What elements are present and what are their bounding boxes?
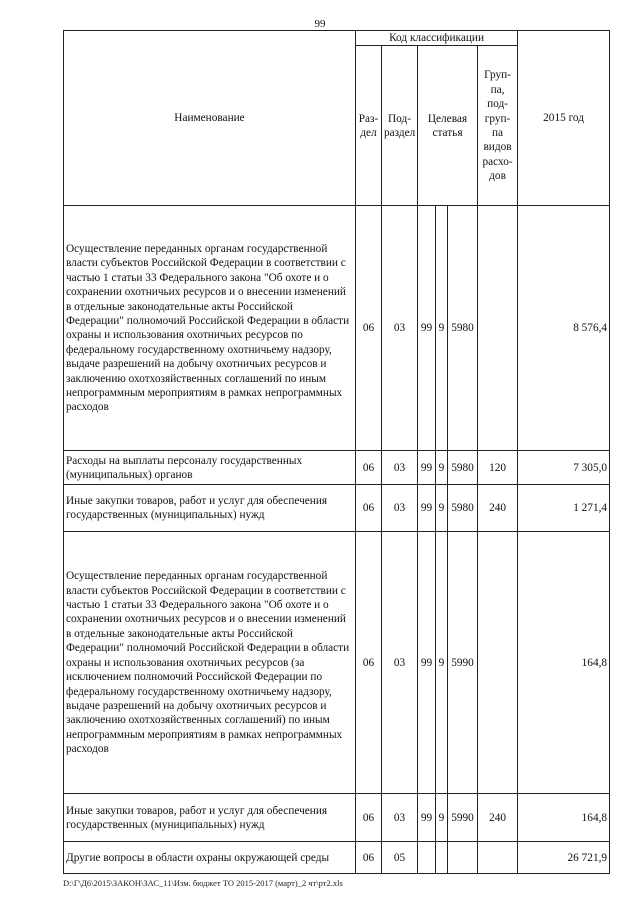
row-target-part1: 99 (418, 485, 436, 532)
row-target-part2: 9 (436, 794, 448, 842)
row-target-part1 (418, 842, 436, 874)
row-target-part1: 99 (418, 206, 436, 451)
row-podrazdel: 03 (382, 485, 418, 532)
table-row (64, 532, 610, 794)
budget-table (63, 30, 610, 874)
row-target-part1: 99 (418, 451, 436, 485)
header-group: Груп- па, под- груп- па видов расхо- дов (478, 46, 518, 206)
row-razdel: 06 (356, 842, 382, 874)
row-target-part3 (448, 842, 478, 874)
row-razdel: 06 (356, 206, 382, 451)
row-amount: 164,8 (518, 532, 610, 794)
row-target-part3: 5980 (448, 485, 478, 532)
row-target-part2: 9 (436, 206, 448, 451)
row-podrazdel: 03 (382, 451, 418, 485)
header-podrazdel: Под- раздел (382, 46, 418, 206)
row-name: Осуществление переданных органам государственной власти субъектов Российской Федерации в соответствии с частью 1 статьи 33 Федерального закона "Об охоте и о сохранении охотничьих ресурсов и о внесении изменений в отдельные законодательные акты Российской Федерации" полномочий Российской Федерации в области охраны и использования охотничьих ресурсов (за исключением полномочий Российской Федерации по федеральному государственному охотничьему надзору, выдаче разрешений на добычу охотничьих ресурсов и заключению охотхозяйственных соглашений) по иным непрограммным мероприятиям в рамках непрограммных расходов (64, 532, 356, 794)
header-year: 2015 год (518, 31, 610, 206)
row-target-part1: 99 (418, 532, 436, 794)
row-target-part2: 9 (436, 451, 448, 485)
row-target-part3: 5990 (448, 794, 478, 842)
row-podrazdel: 05 (382, 842, 418, 874)
file-path-footer: D:\Г\Д6\2015\ЗАКОН\ЗАС_11\Изм. бюджет ТО 2015-2017 (март)_2 чт\рт2.xls (63, 878, 343, 888)
row-amount: 1 271,4 (518, 485, 610, 532)
table-row (64, 794, 610, 842)
table-row (64, 842, 610, 874)
row-podrazdel: 03 (382, 206, 418, 451)
row-group: 120 (478, 451, 518, 485)
row-amount: 164,8 (518, 794, 610, 842)
row-razdel: 06 (356, 794, 382, 842)
row-target-part2: 9 (436, 532, 448, 794)
row-name: Расходы на выплаты персоналу государственных (муниципальных) органов (64, 451, 356, 485)
row-target-part2: 9 (436, 485, 448, 532)
row-group (478, 206, 518, 451)
row-name: Иные закупки товаров, работ и услуг для обеспечения государственных (муниципальных) нужд (64, 794, 356, 842)
row-razdel: 06 (356, 532, 382, 794)
row-podrazdel: 03 (382, 794, 418, 842)
row-group: 240 (478, 485, 518, 532)
table-header (64, 31, 610, 206)
header-code-group: Код классификации (356, 31, 518, 46)
row-target-part3: 5980 (448, 206, 478, 451)
row-amount: 8 576,4 (518, 206, 610, 451)
row-name: Иные закупки товаров, работ и услуг для обеспечения государственных (муниципальных) нужд (64, 485, 356, 532)
header-razdel: Раз- дел (356, 46, 382, 206)
row-name: Другие вопросы в области охраны окружающей среды (64, 842, 356, 874)
table-row (64, 485, 610, 532)
row-razdel: 06 (356, 485, 382, 532)
row-target-part1: 99 (418, 794, 436, 842)
row-razdel: 06 (356, 451, 382, 485)
table-row (64, 451, 610, 485)
header-name: Наименование (64, 31, 356, 206)
row-group (478, 842, 518, 874)
row-group (478, 532, 518, 794)
row-target-part3: 5980 (448, 451, 478, 485)
page-number: 99 (314, 18, 326, 30)
row-group: 240 (478, 794, 518, 842)
row-name: Осуществление переданных органам государственной власти субъектов Российской Федерации в соответствии с частью 1 статьи 33 Федерального закона "Об охоте и о сохранении охотничьих ресурсов и о внесении изменений в отдельные законодательные акты Российской Федерации" полномочий Российской Федерации в области охраны и использования охотничьих ресурсов по федеральному государственному охотничьему надзору, выдаче разрешений на добычу охотничьих ресурсов и заключению охотхозяйственных соглашений по иным непрограммным мероприятиям в рамках непрограммных расходов (64, 206, 356, 451)
row-podrazdel: 03 (382, 532, 418, 794)
row-amount: 7 305,0 (518, 451, 610, 485)
row-amount: 26 721,9 (518, 842, 610, 874)
table-body (64, 206, 610, 874)
row-target-part3: 5990 (448, 532, 478, 794)
table-row (64, 206, 610, 451)
header-target-article: Целевая статья (418, 46, 478, 206)
row-target-part2 (436, 842, 448, 874)
